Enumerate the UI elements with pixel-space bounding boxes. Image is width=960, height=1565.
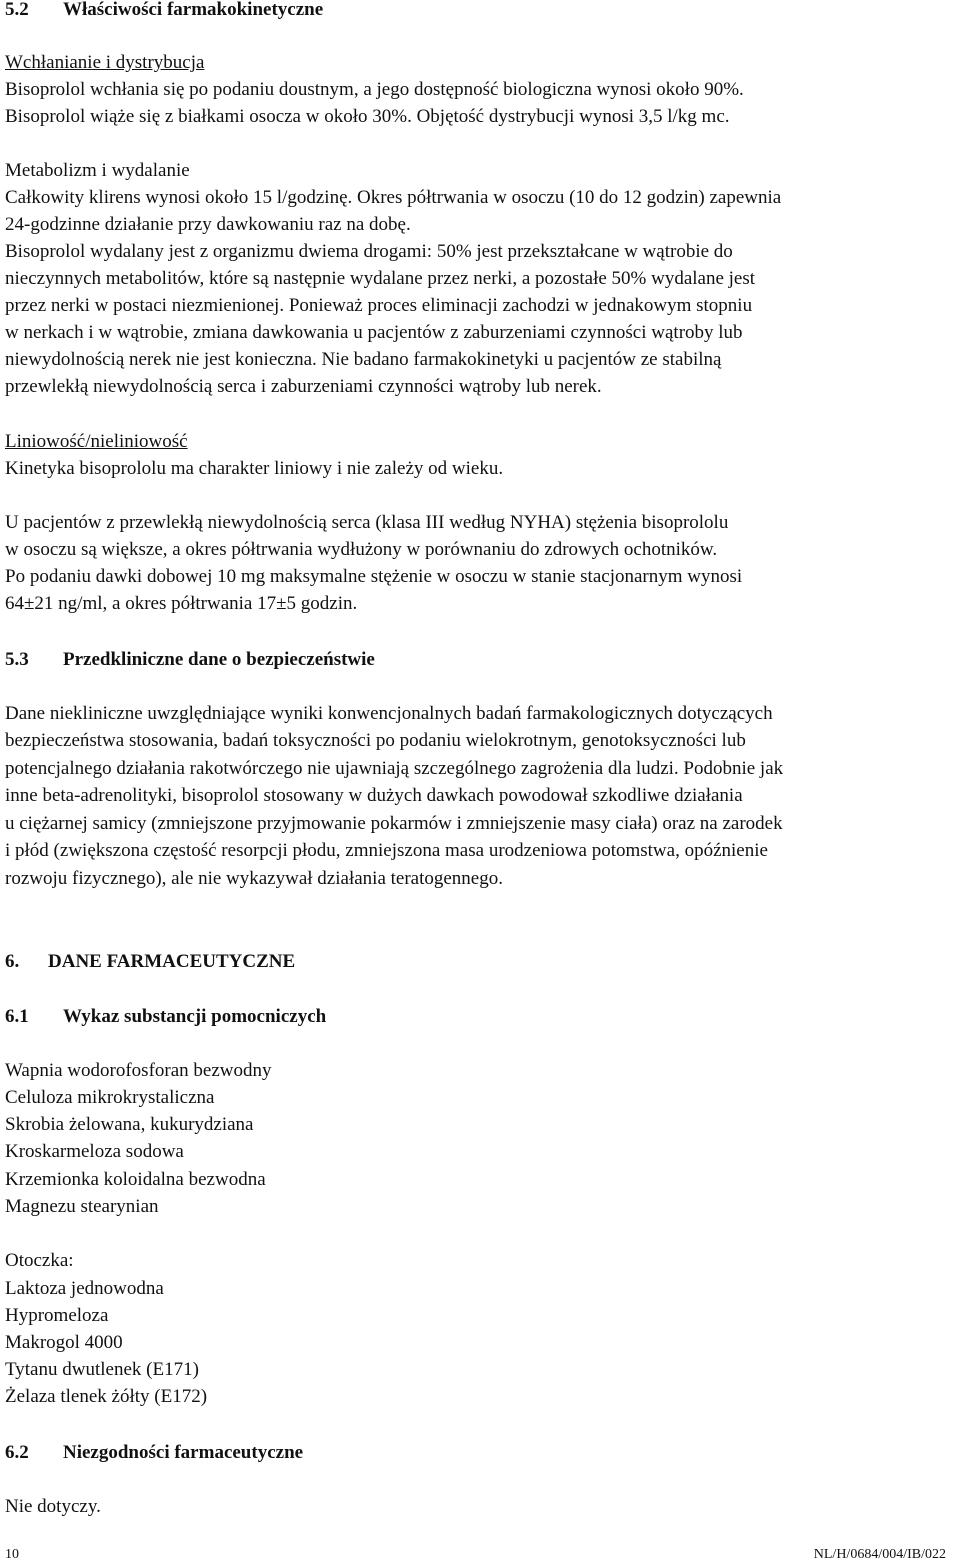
paragraph-line: rozwoju fizycznego), ale nie wykazywał działania teratogennego. bbox=[5, 868, 503, 889]
paragraph-line: przez nerki w postaci niezmienionej. Ponieważ proces eliminacji zachodzi w jednakowym stopniu bbox=[5, 295, 753, 316]
coating-heading: Otoczka: bbox=[5, 1250, 74, 1271]
subheading-metabolism: Metabolizm i wydalanie bbox=[5, 160, 190, 181]
paragraph-line: Kinetyka bisoprololu ma charakter liniowy i nie zależy od wieku. bbox=[5, 458, 504, 479]
paragraph-line: Po podaniu dawki dobowej 10 mg maksymalne stężenie w osoczu w stanie stacjonarnym wynosi bbox=[5, 566, 743, 587]
excipient-item: Hypromeloza bbox=[5, 1305, 109, 1326]
paragraph-line: Całkowity klirens wynosi około 15 l/godzinę. Okres półtrwania w osoczu (10 do 12 godzin) zapewnia bbox=[5, 187, 782, 208]
excipient-item: Tytanu dwutlenek (E171) bbox=[5, 1359, 199, 1380]
section-number: 6.1 bbox=[5, 1006, 29, 1027]
paragraph-line: nieczynnych metabolitów, które są następnie wydalane przez nerki, a pozostałe 50% wydalane jest bbox=[5, 268, 756, 289]
paragraph-line: niewydolnością nerek nie jest konieczna. Nie badano farmakokinetyki u pacjentów ze stabilną bbox=[5, 349, 722, 370]
section-6-heading bbox=[5, 952, 295, 971]
paragraph-line: potencjalnego działania rakotwórczego nie ujawniają szczególnego zagrożenia dla ludzi. Podobnie jak bbox=[5, 758, 784, 779]
excipient-item: Skrobia żelowana, kukurydziana bbox=[5, 1114, 254, 1135]
excipient-item: Wapnia wodorofosforan bezwodny bbox=[5, 1060, 272, 1081]
excipient-item: Magnezu stearynian bbox=[5, 1196, 159, 1217]
section-title: Wykaz substancji pomocniczych bbox=[63, 1006, 327, 1027]
paragraph-line: Nie dotyczy. bbox=[5, 1496, 101, 1517]
subheading-linearity: Liniowość/nieliniowość bbox=[5, 431, 188, 452]
section-number: 6.2 bbox=[5, 1442, 29, 1463]
section-5-3-heading bbox=[5, 650, 375, 669]
paragraph-line: u ciężarnej samicy (zmniejszone przyjmowanie pokarmów i zmniejszenie masy ciała) oraz na zarodek bbox=[5, 813, 783, 834]
section-5-2-heading bbox=[5, 0, 323, 19]
paragraph-line: 24-godzinne działanie przy dawkowaniu raz na dobę. bbox=[5, 214, 411, 235]
paragraph-line: w nerkach i w wątrobie, zmiana dawkowania u pacjentów z zaburzeniami czynności wątroby lub bbox=[5, 322, 743, 343]
paragraph-line: Dane niekliniczne uwzględniające wyniki konwencjonalnych badań farmakologicznych dotyczących bbox=[5, 703, 773, 724]
paragraph-line: i płód (zwiększona częstość resorpcji płodu, zmniejszona masa urodzeniowa potomstwa, opóźnienie bbox=[5, 840, 768, 861]
section-6-2-heading bbox=[5, 1443, 303, 1462]
section-title: Przedkliniczne dane o bezpieczeństwie bbox=[63, 649, 375, 670]
section-title: DANE FARMACEUTYCZNE bbox=[48, 951, 296, 972]
excipient-item: Laktoza jednowodna bbox=[5, 1278, 164, 1299]
paragraph-line: Bisoprolol wiąże się z białkami osocza w około 30%. Objętość dystrybucji wynosi 3,5 l/kg mc. bbox=[5, 106, 730, 127]
section-title: Niezgodności farmaceutyczne bbox=[63, 1442, 304, 1463]
paragraph-line: przewlekłą niewydolnością serca i zaburzeniami czynności wątroby lub nerek. bbox=[5, 376, 602, 397]
paragraph-line: U pacjentów z przewlekłą niewydolnością serca (klasa III według NYHA) stężenia bisoprololu bbox=[5, 512, 729, 533]
paragraph-line: 64±21 ng/ml, a okres półtrwania 17±5 godzin. bbox=[5, 593, 358, 614]
section-number: 5.3 bbox=[5, 649, 29, 670]
paragraph-line: Bisoprolol wydalany jest z organizmu dwiema drogami: 50% jest przekształcane w wątrobie do bbox=[5, 241, 733, 262]
paragraph-line: inne beta-adrenolityki, bisoprolol stosowany w dużych dawkach powodował szkodliwe działania bbox=[5, 785, 743, 806]
paragraph-line: w osoczu są większe, a okres półtrwania wydłużony w porównaniu do zdrowych ochotników. bbox=[5, 539, 718, 560]
excipient-item: Kroskarmeloza sodowa bbox=[5, 1141, 184, 1162]
section-title: Właściwości farmakokinetyczne bbox=[63, 0, 324, 20]
section-6-1-heading bbox=[5, 1007, 326, 1026]
section-number: 6. bbox=[5, 951, 20, 972]
paragraph-line: Bisoprolol wchłania się po podaniu doustnym, a jego dostępność biologiczna wynosi około 90%. bbox=[5, 79, 744, 100]
excipient-item: Celuloza mikrokrystaliczna bbox=[5, 1087, 215, 1108]
paragraph-line: bezpieczeństwa stosowania, badań toksyczności po podaniu wielokrotnym, genotoksyczności lub bbox=[5, 730, 746, 751]
subheading-absorption: Wchłanianie i dystrybucja bbox=[5, 52, 205, 73]
page-number: 10 bbox=[5, 1547, 19, 1562]
document-code: NL/H/0684/004/IB/022 bbox=[813, 1547, 946, 1562]
excipient-item: Krzemionka koloidalna bezwodna bbox=[5, 1169, 266, 1190]
excipient-item: Makrogol 4000 bbox=[5, 1332, 123, 1353]
section-number: 5.2 bbox=[5, 0, 29, 20]
excipient-item: Żelaza tlenek żółty (E172) bbox=[5, 1386, 208, 1407]
